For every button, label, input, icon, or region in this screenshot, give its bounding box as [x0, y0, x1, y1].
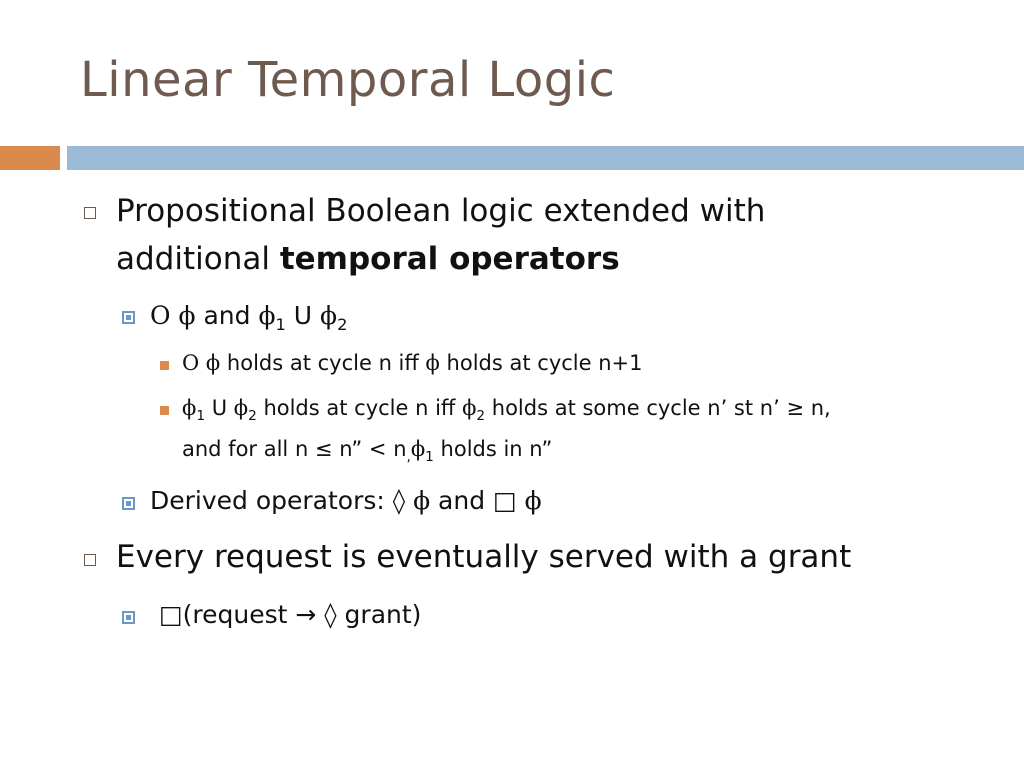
bullet-square-icon — [84, 554, 96, 566]
phi1-symbol-b: ϕ — [410, 437, 426, 461]
box-operator: □ — [159, 600, 183, 629]
phi-symbol: ϕ — [205, 351, 221, 375]
bullet-until-semantics-line-1 — [182, 396, 831, 424]
semantics-text-1: holds at cycle n iff — [220, 351, 426, 375]
bullet-square-icon — [160, 361, 169, 370]
bullet-every-request: Every request is eventually served with a grant — [116, 539, 852, 575]
comma-mark: , — [406, 449, 411, 466]
bullet-request-formula — [159, 600, 421, 629]
and-text: and — [430, 486, 494, 515]
request-formula-text: (request → ◊ grant) — [182, 600, 422, 629]
bullet-square-icon — [160, 406, 169, 415]
accent-bar-orange — [0, 146, 60, 170]
bullet-next-until — [150, 301, 347, 334]
until-text-1: holds at cycle n iff — [256, 396, 463, 420]
phi-symbol-b: ϕ — [425, 351, 440, 375]
sub-1: 1 — [196, 408, 206, 425]
bullet-1-line-2 — [116, 241, 620, 277]
until-text: U — [285, 301, 321, 330]
phi1-symbol: ϕ — [182, 396, 197, 420]
until-text: U — [205, 396, 234, 420]
bullet-square-icon — [122, 497, 135, 510]
phi-symbol: ϕ — [413, 486, 431, 515]
next-operator: Ο — [150, 301, 171, 330]
bullet-1-bold: temporal operators — [279, 241, 620, 277]
phi2-symbol: ϕ — [233, 396, 249, 420]
sub-2: 2 — [248, 408, 257, 425]
bullet-derived-operators — [150, 486, 542, 515]
phi2-symbol-b: ϕ — [462, 396, 477, 420]
bullet-1-line-1: Propositional Boolean logic extended with — [116, 193, 766, 229]
bullet-square-icon — [122, 311, 135, 324]
next-operator: Ο — [182, 351, 200, 375]
until-text-2: holds at some cycle n’ st n’ ≥ n, — [485, 396, 831, 420]
phi-symbol-b: ϕ — [524, 486, 542, 515]
phi-symbol: ϕ — [178, 301, 196, 330]
accent-bar-blue — [67, 146, 1024, 170]
sub-1-b: 1 — [425, 449, 434, 466]
sub-2: 2 — [337, 315, 348, 334]
sub-1: 1 — [275, 315, 286, 334]
semantics-text-2: holds at cycle n+1 — [439, 351, 643, 375]
slide-title: Linear Temporal Logic — [80, 52, 616, 108]
sub-2-b: 2 — [476, 408, 486, 425]
bullet-until-semantics-line-2 — [182, 437, 552, 465]
bullet-1-plain: additional — [116, 241, 280, 277]
phi1-symbol: ϕ — [258, 301, 276, 330]
bullet-next-semantics — [182, 351, 642, 375]
and-text: and — [195, 301, 259, 330]
bullet-square-icon — [84, 207, 96, 219]
phi2-symbol: ϕ — [320, 301, 338, 330]
bullet-square-icon — [122, 611, 135, 624]
derived-text: Derived operators: ◊ — [150, 486, 414, 515]
box-operator: □ — [493, 486, 517, 515]
until-line-2a: and for all n ≤ n” < n — [182, 437, 407, 461]
until-line-2b: holds in n” — [433, 437, 553, 461]
